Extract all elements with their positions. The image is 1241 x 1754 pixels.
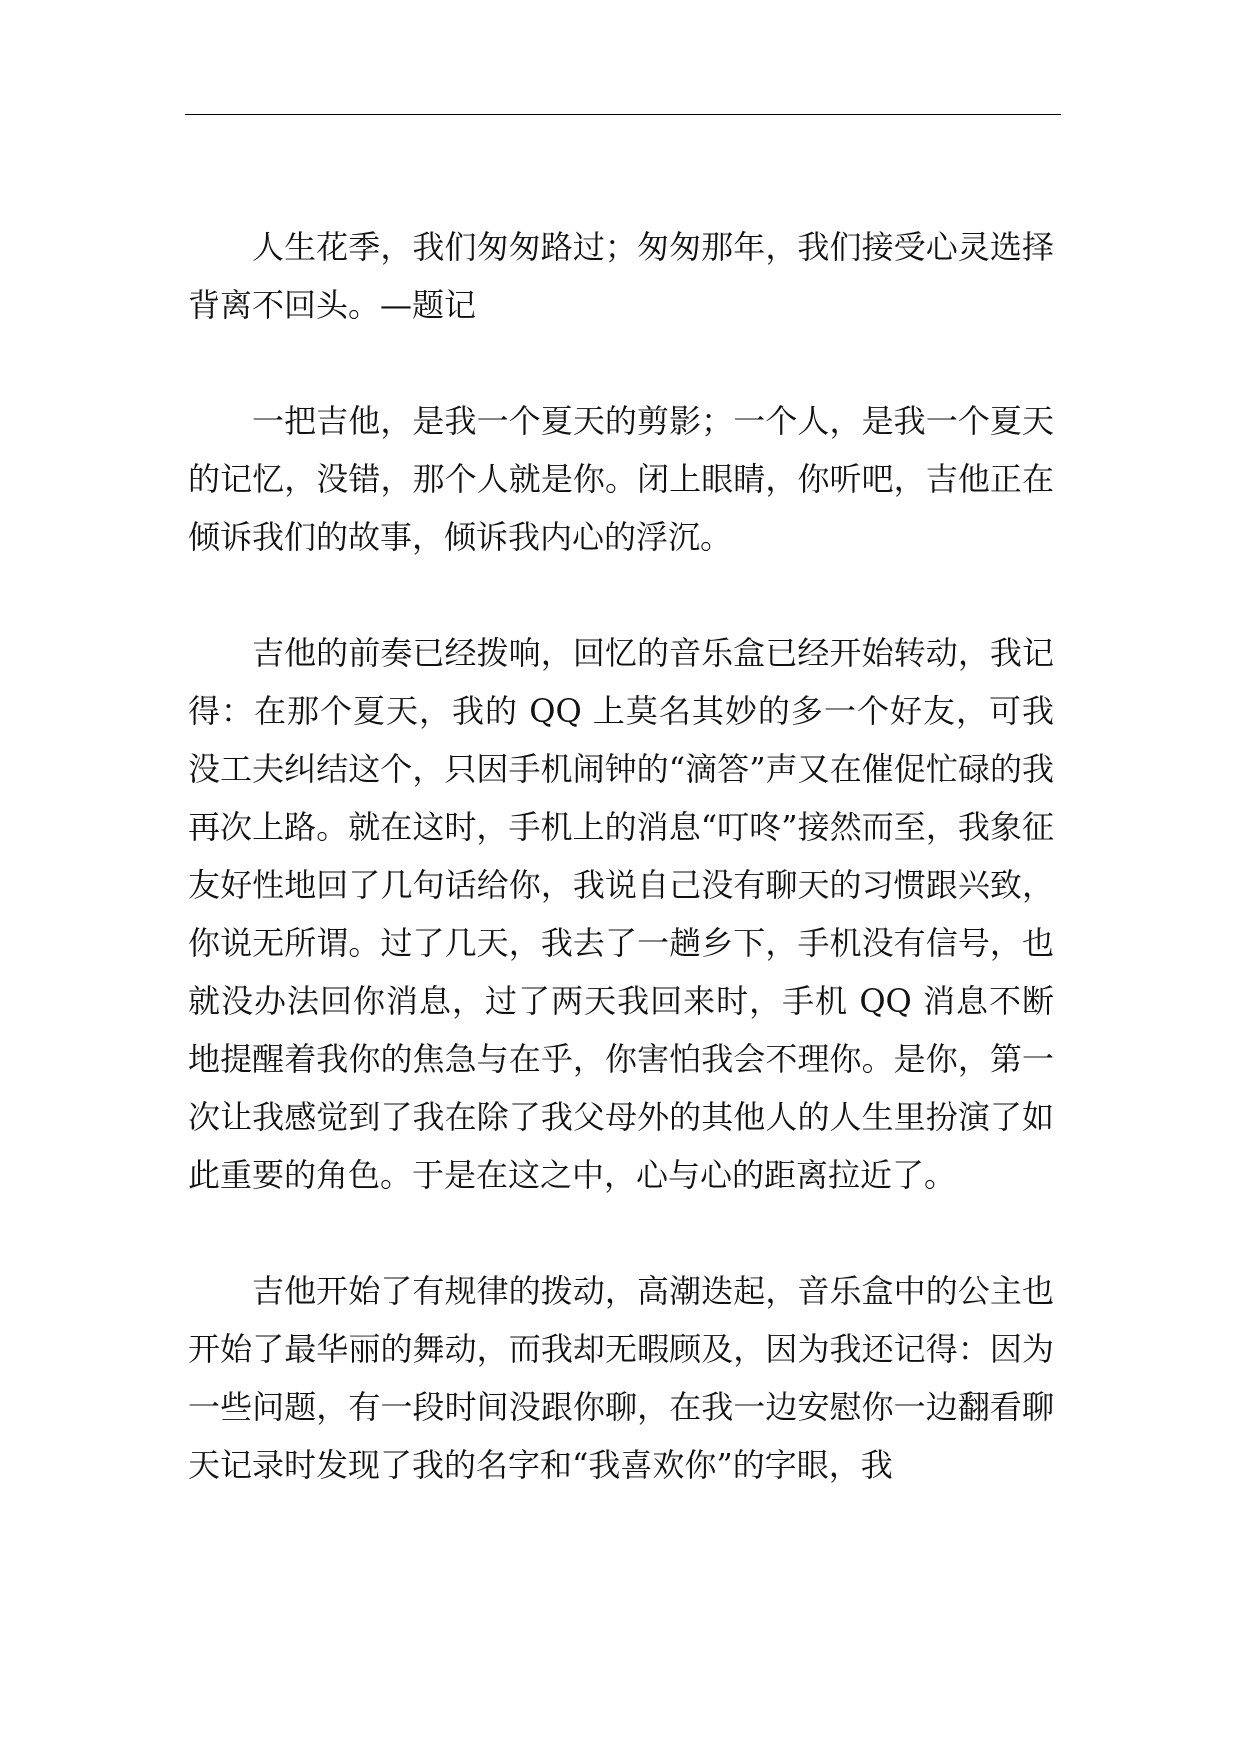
body-paragraph: 一把吉他，是我一个夏天的剪影；一个人，是我一个夏天的记忆，没错，那个人就是你。闭上眼睛，你听吧，吉他正在倾诉我们的故事，倾诉我内心的浮沉。	[188, 402, 1054, 556]
body-paragraph: 吉他开始了有规律的拨动，高潮迭起，音乐盒中的公主也开始了最华丽的舞动，而我却无暇顾及，因为我还记得：因为一些问题，有一段时间没跟你聊，在我一边安慰你一边翻看聊天记录时发现了我的名字和“我喜欢你”的字眼，我	[188, 1272, 1054, 1484]
header-rule	[185, 114, 1061, 115]
epigraph-paragraph: 人生花季，我们匆匆路过；匆匆那年，我们接受心灵选择背离不回头。—题记	[188, 228, 1054, 324]
document-body	[188, 218, 1054, 1494]
body-paragraph: 吉他的前奏已经拨响，回忆的音乐盒已经开始转动，我记得：在那个夏天，我的 QQ 上莫名其妙的多一个好友，可我没工夫纠结这个，只因手机闹钟的“滴答”声又在催促忙碌的我再次上路。就在这时，手机上的消息“叮咚”接然而至，我象征友好性地回了几句话给你，我说自己没有聊天的习惯跟兴致，你说无所谓。过了几天，我去了一趟乡下，手机没有信号，也就没办法回你消息，过了两天我回来时，手机 QQ 消息不断地提醒着我你的焦急与在乎，你害怕我会不理你。是你，第一次让我感觉到了我在除了我父母外的其他人的人生里扮演了如此重要的角色。于是在这之中，心与心的距离拉近了。	[188, 634, 1054, 1194]
